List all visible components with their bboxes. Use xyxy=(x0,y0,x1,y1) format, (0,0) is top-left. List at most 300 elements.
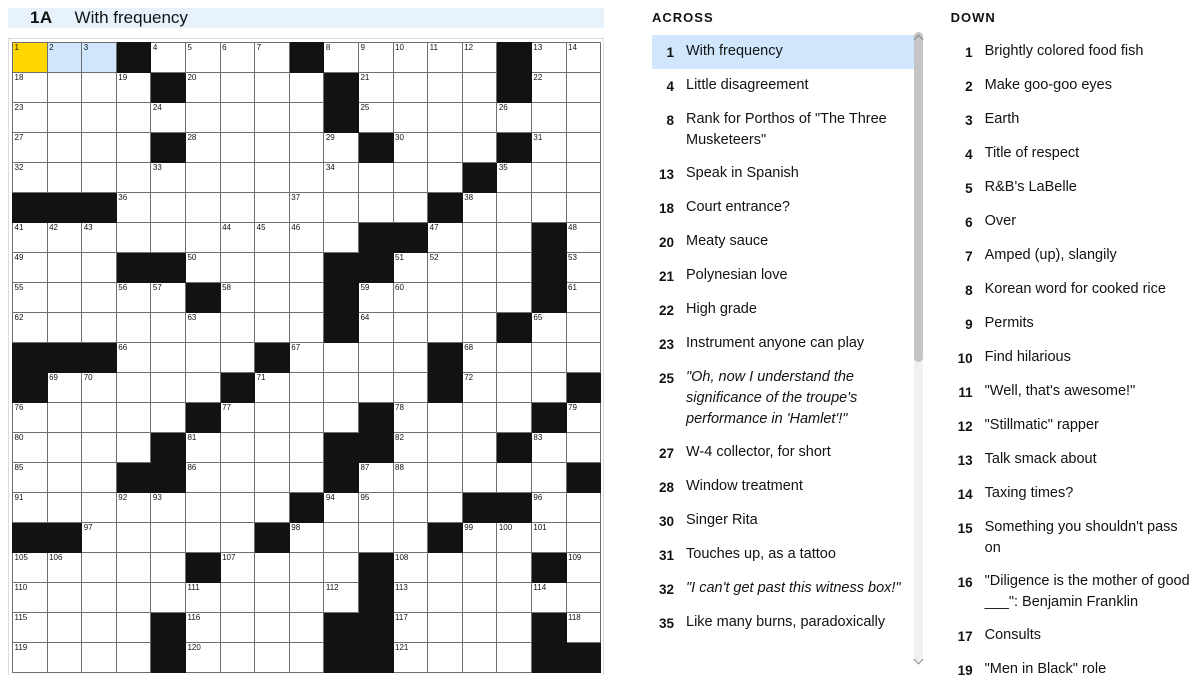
grid-cell[interactable] xyxy=(47,163,82,193)
grid-cell[interactable] xyxy=(13,253,48,283)
grid-cell[interactable] xyxy=(324,193,359,223)
across-clue-item[interactable] xyxy=(652,538,923,572)
grid-cell[interactable] xyxy=(531,193,566,223)
grid-cell[interactable] xyxy=(82,133,117,163)
grid-cell[interactable] xyxy=(462,583,497,613)
grid-cell[interactable] xyxy=(82,253,117,283)
grid-cell[interactable] xyxy=(393,163,428,193)
grid-cell[interactable] xyxy=(47,73,82,103)
grid-cell[interactable] xyxy=(393,493,428,523)
grid-cell[interactable] xyxy=(566,283,601,313)
grid-cell[interactable] xyxy=(393,193,428,223)
grid-cell[interactable] xyxy=(255,133,290,163)
down-clue-item[interactable] xyxy=(951,239,1200,273)
grid-cell[interactable] xyxy=(531,103,566,133)
grid-cell[interactable] xyxy=(13,313,48,343)
grid-cell[interactable] xyxy=(82,43,117,73)
grid-cell[interactable] xyxy=(462,223,497,253)
grid-cell[interactable] xyxy=(462,403,497,433)
grid-cell[interactable] xyxy=(185,103,220,133)
grid-cell[interactable] xyxy=(116,163,151,193)
grid-cell[interactable] xyxy=(220,643,255,673)
across-clue-item[interactable] xyxy=(652,436,923,470)
grid-cell[interactable] xyxy=(497,163,532,193)
down-clue-item[interactable] xyxy=(951,307,1200,341)
grid-cell[interactable] xyxy=(428,103,463,133)
grid-cell[interactable] xyxy=(220,493,255,523)
grid-cell[interactable] xyxy=(13,283,48,313)
grid-cell[interactable] xyxy=(82,553,117,583)
grid-cell[interactable] xyxy=(566,223,601,253)
across-scrollbar[interactable] xyxy=(914,32,923,662)
grid-cell[interactable] xyxy=(358,193,393,223)
across-clue-item[interactable] xyxy=(652,606,923,640)
grid-cell[interactable] xyxy=(428,583,463,613)
grid-cell[interactable] xyxy=(531,523,566,553)
grid-cell[interactable] xyxy=(358,73,393,103)
current-clue-bar[interactable] xyxy=(8,8,604,28)
grid-cell[interactable] xyxy=(289,193,324,223)
grid-cell[interactable] xyxy=(185,43,220,73)
grid-cell[interactable] xyxy=(82,463,117,493)
grid-cell[interactable] xyxy=(116,373,151,403)
across-clue-item[interactable] xyxy=(652,103,923,157)
grid-cell[interactable] xyxy=(13,463,48,493)
grid-cell[interactable] xyxy=(116,73,151,103)
across-clue-item[interactable] xyxy=(652,259,923,293)
grid-cell[interactable] xyxy=(393,523,428,553)
across-clue-item[interactable] xyxy=(652,361,923,436)
grid-cell[interactable] xyxy=(116,103,151,133)
grid-cell[interactable] xyxy=(116,493,151,523)
grid-cell[interactable] xyxy=(47,103,82,133)
down-clue-item[interactable] xyxy=(951,477,1200,511)
grid-cell[interactable] xyxy=(497,253,532,283)
down-clue-item[interactable] xyxy=(951,409,1200,443)
grid-cell[interactable] xyxy=(47,583,82,613)
grid-cell[interactable] xyxy=(289,283,324,313)
down-clue-item[interactable] xyxy=(951,511,1200,565)
grid-cell[interactable] xyxy=(151,403,186,433)
grid-cell[interactable] xyxy=(358,523,393,553)
grid-cell[interactable] xyxy=(255,493,290,523)
grid-cell[interactable] xyxy=(82,223,117,253)
grid-cell[interactable] xyxy=(531,133,566,163)
grid-cell[interactable] xyxy=(82,163,117,193)
grid-cell[interactable] xyxy=(220,283,255,313)
grid-cell[interactable] xyxy=(428,463,463,493)
grid-cell[interactable] xyxy=(358,283,393,313)
grid-cell[interactable] xyxy=(220,403,255,433)
grid-cell[interactable] xyxy=(358,313,393,343)
grid-cell[interactable] xyxy=(220,253,255,283)
grid-cell[interactable] xyxy=(82,373,117,403)
grid-cell[interactable] xyxy=(185,133,220,163)
grid-cell[interactable] xyxy=(82,523,117,553)
grid-cell[interactable] xyxy=(531,583,566,613)
grid-cell[interactable] xyxy=(462,283,497,313)
grid-cell[interactable] xyxy=(47,553,82,583)
grid-cell[interactable] xyxy=(255,553,290,583)
down-clue-item[interactable] xyxy=(951,619,1200,653)
grid-cell[interactable] xyxy=(255,193,290,223)
grid-cell[interactable] xyxy=(462,523,497,553)
grid-cell[interactable] xyxy=(47,403,82,433)
grid-cell[interactable] xyxy=(289,583,324,613)
grid-cell[interactable] xyxy=(324,343,359,373)
grid-cell[interactable] xyxy=(358,463,393,493)
down-clue-item[interactable] xyxy=(951,171,1200,205)
grid-cell[interactable] xyxy=(358,43,393,73)
grid-cell[interactable] xyxy=(13,43,48,73)
grid-cell[interactable] xyxy=(289,403,324,433)
grid-cell[interactable] xyxy=(151,43,186,73)
grid-cell[interactable] xyxy=(255,313,290,343)
grid-cell[interactable] xyxy=(13,133,48,163)
grid-cell[interactable] xyxy=(566,523,601,553)
grid-cell[interactable] xyxy=(220,343,255,373)
grid-cell[interactable] xyxy=(289,253,324,283)
down-clue-item[interactable] xyxy=(951,137,1200,171)
grid-cell[interactable] xyxy=(82,583,117,613)
across-clue-item[interactable] xyxy=(652,470,923,504)
grid-cell[interactable] xyxy=(289,373,324,403)
grid-cell[interactable] xyxy=(151,373,186,403)
grid-cell[interactable] xyxy=(185,463,220,493)
grid-cell[interactable] xyxy=(393,73,428,103)
grid-cell[interactable] xyxy=(428,493,463,523)
grid-cell[interactable] xyxy=(47,43,82,73)
grid-cell[interactable] xyxy=(220,553,255,583)
grid-cell[interactable] xyxy=(497,103,532,133)
grid-cell[interactable] xyxy=(13,643,48,673)
grid-cell[interactable] xyxy=(428,43,463,73)
grid-cell[interactable] xyxy=(82,493,117,523)
grid-cell[interactable] xyxy=(151,343,186,373)
down-clue-item[interactable] xyxy=(951,273,1200,307)
grid-cell[interactable] xyxy=(566,493,601,523)
crossword-grid[interactable] xyxy=(12,42,601,673)
grid-cell[interactable] xyxy=(497,463,532,493)
grid-cell[interactable] xyxy=(289,433,324,463)
grid-cell[interactable] xyxy=(289,613,324,643)
grid-cell[interactable] xyxy=(13,553,48,583)
grid-cell[interactable] xyxy=(462,193,497,223)
grid-cell[interactable] xyxy=(116,133,151,163)
grid-cell[interactable] xyxy=(393,643,428,673)
down-clue-item[interactable] xyxy=(951,443,1200,477)
grid-cell[interactable] xyxy=(566,43,601,73)
grid-cell[interactable] xyxy=(82,433,117,463)
grid-cell[interactable] xyxy=(13,613,48,643)
grid-cell[interactable] xyxy=(185,613,220,643)
grid-cell[interactable] xyxy=(566,193,601,223)
grid-cell[interactable] xyxy=(462,73,497,103)
grid-cell[interactable] xyxy=(116,553,151,583)
grid-cell[interactable] xyxy=(428,163,463,193)
grid-cell[interactable] xyxy=(324,403,359,433)
grid-cell[interactable] xyxy=(116,523,151,553)
grid-cell[interactable] xyxy=(116,403,151,433)
grid-cell[interactable] xyxy=(116,283,151,313)
grid-cell[interactable] xyxy=(82,283,117,313)
down-clue-item[interactable] xyxy=(951,103,1200,137)
grid-cell[interactable] xyxy=(531,343,566,373)
across-clue-item[interactable] xyxy=(652,504,923,538)
grid-cell[interactable] xyxy=(393,253,428,283)
grid-cell[interactable] xyxy=(185,223,220,253)
grid-cell[interactable] xyxy=(255,43,290,73)
grid-cell[interactable] xyxy=(13,163,48,193)
grid-cell[interactable] xyxy=(47,643,82,673)
grid-cell[interactable] xyxy=(428,433,463,463)
grid-cell[interactable] xyxy=(531,463,566,493)
grid-cell[interactable] xyxy=(497,283,532,313)
grid-cell[interactable] xyxy=(428,553,463,583)
grid-cell[interactable] xyxy=(497,523,532,553)
grid-cell[interactable] xyxy=(47,283,82,313)
grid-cell[interactable] xyxy=(393,283,428,313)
grid-cell[interactable] xyxy=(255,613,290,643)
down-clue-item[interactable] xyxy=(951,565,1200,619)
grid-cell[interactable] xyxy=(116,433,151,463)
grid-cell[interactable] xyxy=(324,163,359,193)
grid-cell[interactable] xyxy=(116,343,151,373)
down-clue-item[interactable] xyxy=(951,205,1200,239)
grid-cell[interactable] xyxy=(566,403,601,433)
grid-cell[interactable] xyxy=(531,43,566,73)
grid-cell[interactable] xyxy=(358,493,393,523)
grid-cell[interactable] xyxy=(393,403,428,433)
grid-cell[interactable] xyxy=(255,433,290,463)
grid-cell[interactable] xyxy=(393,343,428,373)
grid-cell[interactable] xyxy=(82,73,117,103)
grid-cell[interactable] xyxy=(497,403,532,433)
grid-cell[interactable] xyxy=(220,103,255,133)
grid-cell[interactable] xyxy=(220,43,255,73)
grid-cell[interactable] xyxy=(462,463,497,493)
grid-cell[interactable] xyxy=(393,463,428,493)
grid-cell[interactable] xyxy=(531,493,566,523)
grid-cell[interactable] xyxy=(151,553,186,583)
grid-cell[interactable] xyxy=(289,73,324,103)
grid-cell[interactable] xyxy=(151,103,186,133)
grid-cell[interactable] xyxy=(220,73,255,103)
grid-cell[interactable] xyxy=(566,73,601,103)
grid-cell[interactable] xyxy=(151,583,186,613)
grid-cell[interactable] xyxy=(462,613,497,643)
grid-cell[interactable] xyxy=(462,433,497,463)
down-clue-item[interactable] xyxy=(951,653,1200,675)
grid-cell[interactable] xyxy=(151,223,186,253)
grid-cell[interactable] xyxy=(324,223,359,253)
grid-cell[interactable] xyxy=(497,643,532,673)
grid-cell[interactable] xyxy=(82,613,117,643)
grid-cell[interactable] xyxy=(151,163,186,193)
grid-cell[interactable] xyxy=(47,133,82,163)
grid-cell[interactable] xyxy=(566,103,601,133)
grid-cell[interactable] xyxy=(220,613,255,643)
grid-cell[interactable] xyxy=(531,163,566,193)
grid-cell[interactable] xyxy=(462,313,497,343)
grid-cell[interactable] xyxy=(220,583,255,613)
grid-cell[interactable] xyxy=(255,643,290,673)
down-clue-item[interactable] xyxy=(951,35,1200,69)
grid-cell[interactable] xyxy=(324,583,359,613)
grid-cell[interactable] xyxy=(185,73,220,103)
grid-cell[interactable] xyxy=(47,433,82,463)
grid-cell[interactable] xyxy=(462,253,497,283)
grid-cell[interactable] xyxy=(358,343,393,373)
grid-cell[interactable] xyxy=(393,553,428,583)
grid-cell[interactable] xyxy=(497,193,532,223)
grid-cell[interactable] xyxy=(462,43,497,73)
grid-cell[interactable] xyxy=(151,193,186,223)
grid-cell[interactable] xyxy=(185,373,220,403)
grid-cell[interactable] xyxy=(82,313,117,343)
across-clue-item[interactable] xyxy=(652,191,923,225)
grid-cell[interactable] xyxy=(255,583,290,613)
grid-cell[interactable] xyxy=(289,643,324,673)
grid-cell[interactable] xyxy=(428,403,463,433)
grid-cell[interactable] xyxy=(185,163,220,193)
grid-cell[interactable] xyxy=(13,103,48,133)
grid-cell[interactable] xyxy=(185,343,220,373)
down-clue-item[interactable] xyxy=(951,69,1200,103)
grid-cell[interactable] xyxy=(566,163,601,193)
across-clue-item[interactable] xyxy=(652,35,923,69)
down-clue-item[interactable] xyxy=(951,375,1200,409)
grid-cell[interactable] xyxy=(289,553,324,583)
down-clue-item[interactable] xyxy=(951,341,1200,375)
grid-cell[interactable] xyxy=(255,73,290,103)
grid-cell[interactable] xyxy=(255,253,290,283)
grid-cell[interactable] xyxy=(531,433,566,463)
grid-cell[interactable] xyxy=(220,313,255,343)
grid-cell[interactable] xyxy=(393,103,428,133)
grid-cell[interactable] xyxy=(497,373,532,403)
grid-cell[interactable] xyxy=(566,313,601,343)
grid-cell[interactable] xyxy=(324,553,359,583)
grid-cell[interactable] xyxy=(462,553,497,583)
grid-cell[interactable] xyxy=(151,493,186,523)
grid-cell[interactable] xyxy=(566,343,601,373)
grid-cell[interactable] xyxy=(289,133,324,163)
grid-cell[interactable] xyxy=(116,583,151,613)
across-clue-list[interactable] xyxy=(652,35,923,675)
grid-cell[interactable] xyxy=(393,133,428,163)
across-clue-item[interactable] xyxy=(652,225,923,259)
grid-cell[interactable] xyxy=(47,253,82,283)
across-clue-item[interactable] xyxy=(652,327,923,361)
grid-cell[interactable] xyxy=(324,373,359,403)
grid-cell[interactable] xyxy=(428,643,463,673)
grid-cell[interactable] xyxy=(497,343,532,373)
grid-cell[interactable] xyxy=(428,223,463,253)
grid-cell[interactable] xyxy=(462,343,497,373)
grid-cell[interactable] xyxy=(13,403,48,433)
grid-cell[interactable] xyxy=(185,493,220,523)
grid-cell[interactable] xyxy=(47,613,82,643)
grid-cell[interactable] xyxy=(324,133,359,163)
grid-cell[interactable] xyxy=(13,73,48,103)
across-clue-item[interactable] xyxy=(652,572,923,606)
grid-cell[interactable] xyxy=(462,133,497,163)
grid-cell[interactable] xyxy=(289,343,324,373)
grid-cell[interactable] xyxy=(358,373,393,403)
grid-cell[interactable] xyxy=(324,523,359,553)
grid-cell[interactable] xyxy=(428,133,463,163)
grid-cell[interactable] xyxy=(462,103,497,133)
grid-cell[interactable] xyxy=(255,283,290,313)
grid-cell[interactable] xyxy=(220,523,255,553)
grid-cell[interactable] xyxy=(255,373,290,403)
grid-cell[interactable] xyxy=(497,613,532,643)
grid-cell[interactable] xyxy=(566,553,601,583)
grid-cell[interactable] xyxy=(393,313,428,343)
grid-cell[interactable] xyxy=(566,613,601,643)
grid-cell[interactable] xyxy=(47,313,82,343)
grid-cell[interactable] xyxy=(289,313,324,343)
grid-cell[interactable] xyxy=(428,283,463,313)
grid-cell[interactable] xyxy=(47,493,82,523)
grid-cell[interactable] xyxy=(428,73,463,103)
grid-cell[interactable] xyxy=(185,643,220,673)
grid-cell[interactable] xyxy=(393,373,428,403)
grid-cell[interactable] xyxy=(13,493,48,523)
grid-cell[interactable] xyxy=(82,643,117,673)
grid-cell[interactable] xyxy=(13,583,48,613)
grid-cell[interactable] xyxy=(220,433,255,463)
grid-cell[interactable] xyxy=(185,433,220,463)
grid-cell[interactable] xyxy=(47,373,82,403)
grid-cell[interactable] xyxy=(255,223,290,253)
grid-cell[interactable] xyxy=(116,613,151,643)
grid-cell[interactable] xyxy=(566,133,601,163)
grid-cell[interactable] xyxy=(289,103,324,133)
grid-cell[interactable] xyxy=(185,583,220,613)
grid-cell[interactable] xyxy=(566,433,601,463)
grid-cell[interactable] xyxy=(289,463,324,493)
grid-cell[interactable] xyxy=(255,463,290,493)
grid-cell[interactable] xyxy=(255,103,290,133)
grid-cell[interactable] xyxy=(185,253,220,283)
grid-cell[interactable] xyxy=(497,223,532,253)
grid-cell[interactable] xyxy=(220,163,255,193)
grid-cell[interactable] xyxy=(255,403,290,433)
grid-cell[interactable] xyxy=(393,43,428,73)
grid-cell[interactable] xyxy=(289,163,324,193)
grid-cell[interactable] xyxy=(185,313,220,343)
grid-cell[interactable] xyxy=(47,463,82,493)
grid-cell[interactable] xyxy=(82,103,117,133)
grid-cell[interactable] xyxy=(220,223,255,253)
grid-cell[interactable] xyxy=(220,193,255,223)
grid-cell[interactable] xyxy=(566,253,601,283)
crossword-grid-container[interactable] xyxy=(8,38,604,675)
grid-cell[interactable] xyxy=(255,163,290,193)
across-clue-item[interactable] xyxy=(652,293,923,327)
grid-cell[interactable] xyxy=(428,313,463,343)
grid-cell[interactable] xyxy=(220,133,255,163)
grid-cell[interactable] xyxy=(462,643,497,673)
grid-cell[interactable] xyxy=(13,433,48,463)
grid-cell[interactable] xyxy=(428,253,463,283)
grid-cell[interactable] xyxy=(566,583,601,613)
grid-cell[interactable] xyxy=(116,193,151,223)
grid-cell[interactable] xyxy=(151,523,186,553)
down-clue-list[interactable] xyxy=(951,35,1200,675)
